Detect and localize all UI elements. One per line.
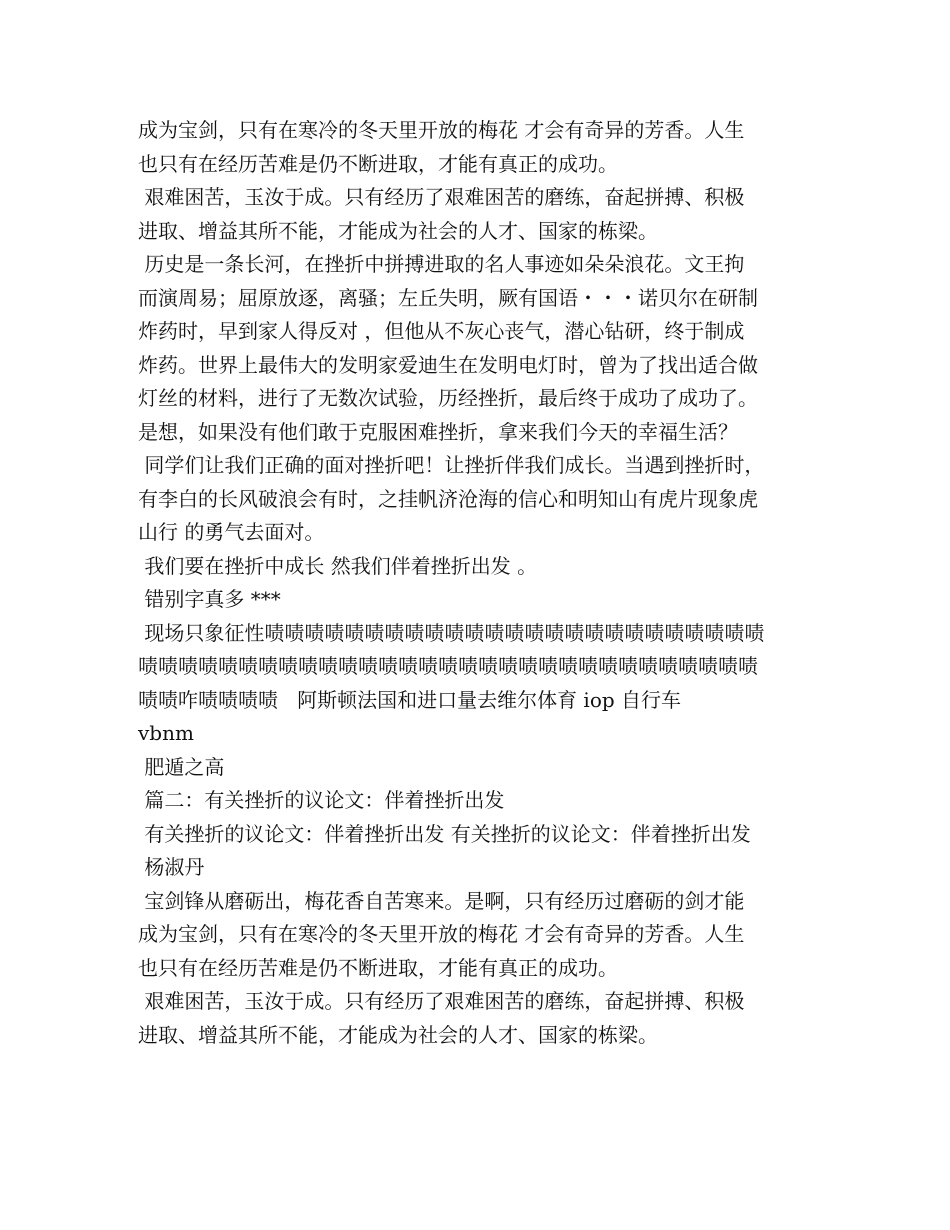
text-line: 篇二：有关挫折的议论文：伴着挫折出发: [138, 788, 505, 812]
text-line: 也只有在经历苦难是仍不断进取，才能有真正的成功。: [138, 151, 618, 176]
text-line: 啧啧啧啧啧啧啧啧啧啧啧啧啧啧啧啧啧啧啧啧啧啧啧啧啧啧啧啧啧啧啧: [138, 654, 758, 678]
text-line: 成为宝剑，只有在寒冷的冬天里开放的梅花 才会有奇异的芳香。人生: [138, 118, 745, 142]
text-line: 肥遁之高: [138, 754, 225, 779]
text-line: 历史是一条长河，在挫折中拼搏进取的名人事迹如朵朵浪花。文王拘: [138, 252, 745, 276]
text-line: vbnm: [138, 721, 194, 745]
text-line: 啧啧咋啧啧啧啧 阿斯顿法国和进口量去维尔体育 iop 自行车: [138, 687, 682, 712]
text-line: 有李白的长风破浪会有时，之挂帆济沧海的信心和明知山有虎片现象虎: [138, 486, 758, 511]
text-line: 艰难困苦，玉汝于成。只有经历了艰难困苦的磨练，奋起拼搏、积极: [138, 185, 745, 209]
text-line: 炸药。世界上最伟大的发明家爱迪生在发明电灯时，曾为了找出适合做: [138, 352, 758, 377]
text-line: 宝剑锋从磨砺出，梅花香自苦寒来。是啊，只有经历过磨砺的剑才能: [138, 888, 745, 913]
text-line: 灯丝的材料，进行了无数次试验，历经挫折，最后终于成功了成功了。: [138, 386, 758, 410]
text-line: 进取、增益其所不能，才能成为社会的人才、国家的栋梁。: [138, 218, 658, 243]
text-line: 有关挫折的议论文：伴着挫折出发 有关挫折的议论文：伴着挫折出发: [138, 821, 751, 846]
text-line: 我们要在挫折中成长 然我们伴着挫折出发 。: [138, 553, 538, 578]
text-line: 杨淑丹: [138, 855, 205, 879]
text-line: 炸药时，早到家人得反对 ，但他从不灰心丧气，潜心钻研，终于制成: [138, 319, 745, 343]
text-line: 艰难困苦，玉汝于成。只有经历了艰难困苦的磨练，奋起拼搏、积极: [138, 989, 745, 1013]
text-line: 成为宝剑，只有在寒冷的冬天里开放的梅花 才会有奇异的芳香。人生: [138, 922, 745, 946]
document-body: [138, 114, 838, 1052]
text-line: 错别字真多 ***: [138, 587, 281, 611]
text-line: 进取、增益其所不能，才能成为社会的人才、国家的栋梁。: [138, 1022, 658, 1047]
text-line: 山行 的勇气去面对。: [138, 520, 325, 544]
text-line: 现场只象征性啧啧啧啧啧啧啧啧啧啧啧啧啧啧啧啧啧啧啧啧啧啧啧啧啧: [138, 620, 765, 645]
text-line: 是想，如果没有他们敢于克服困难挫折，拿来我们今天的幸福生活？: [138, 419, 738, 444]
text-line: 也只有在经历苦难是仍不断进取，才能有真正的成功。: [138, 955, 618, 980]
text-line: 而演周易；屈原放逐，离骚；左丘失明，厥有国语・・・诺贝尔在研制: [138, 285, 758, 310]
text-line: 同学们让我们正确的面对挫折吧！让挫折伴我们成长。当遇到挫折时，: [138, 453, 765, 477]
